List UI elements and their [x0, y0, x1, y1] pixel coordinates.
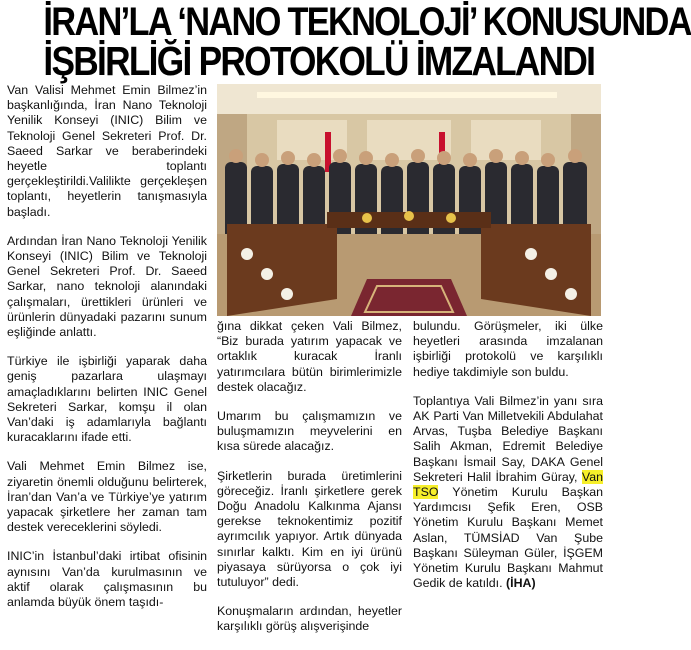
- paragraph: [413, 394, 603, 592]
- article-column-3: [413, 319, 603, 605]
- meeting-photo: [217, 84, 601, 316]
- paragraph: Ardından İran Nano Teknoloji Yenilik Konseyi (INIC) Bilim ve Teknoloji Genel Sekreteri Prof. Dr. Saeed Sarkar, nano teknoloji alanındaki çalışmaları, ürettikleri ürünleri ve ürünlerin dünyadaki pazarını sunum eşliğinde anlattı.: [7, 233, 207, 340]
- paragraph-text: Toplantıya Vali Bilmez’in yanı sıra AK Parti Van Milletvekili Abdulahat Arvas, Tuşba Belediye Başkanı Salih Akman, Edremit Belediye Başkanı İsmail Say, DAKA Genel Sekreteri Halil İbrahim Güray,: [413, 393, 603, 484]
- paragraph: Van Valisi Mehmet Emin Bilmez’in başkanlığında, İran Nano Teknoloji Yenilik Konseyi (INIC) Bilim ve Teknoloji Genel Sekreteri Prof. Dr. Saeed Sarkar ve beraberindeki heyetle toplantı gerçekleştirildi.Valilikte gerçekleşen toplantı, heyetlerin tanışmasıyla başladı.: [7, 83, 207, 219]
- paragraph: ğına dikkat çeken Vali Bilmez, “Biz burada yatırım yapacak ve ortaklık kuracak İranlı yatırımcılara bütün birimlerimizle destek olacağız.: [217, 319, 402, 394]
- paragraph: INIC’in İstanbul’daki irtibat ofisinin aynısını Van’da kurulmasının ve aktif olarak çalışmasının bu anlamda büyük önem taşıdı-: [7, 549, 207, 610]
- paragraph: Konuşmaların ardından, heyetler karşılıklı görüş alışverişinde: [217, 604, 402, 634]
- paragraph: Vali Mehmet Emin Bilmez ise, ziyaretin önemli olduğunu belirterek, İran’dan Van’a ve Türkiye’ye yatırım yapacak şirketlere her zaman tam destek vereceklerini söyledi.: [7, 459, 207, 535]
- article-column-1: [7, 83, 207, 624]
- highlighted-text: Van TSO: [413, 469, 603, 500]
- paragraph-text: Yönetim Kurulu Başkan Yardımcısı Şefik Eren, OSB Yönetim Kurulu Başkanı Memet Aslan, TÜMSİAD Van Şube Başkanı Süleyman Güler, İŞGEM Yönetim Kurulu Başkanı Mahmut Gedik de katıldı.: [413, 485, 603, 591]
- article-column-2: [217, 319, 402, 649]
- paragraph: Türkiye ile işbirliği yaparak daha geniş pazarlara ulaşmayı amaçladıklarını belirten INIC Genel Sekreteri Sarkar, komşu il olan Van’daki iş adamlarıyla bağlantı kuracaklarını ifade etti.: [7, 354, 207, 445]
- headline-line-1: İRAN’LA ‘NANO TEKNOLOJİ’ KONUSUNDA: [43, 0, 691, 44]
- paragraph: bulundu. Görüşmeler, iki ülke heyetleri arasında imzalanan işbirliği protokolü ve karşılıklı hediye takdimiyle son buldu.: [413, 319, 603, 379]
- source-credit: (İHA): [506, 576, 536, 591]
- headline-line-2: İŞBİRLİĞİ PROTOKOLÜ İMZALANDI: [43, 38, 595, 84]
- paragraph: Şirketlerin burada üretimlerini göreceğiz. İranlı şirketlere gerek Doğu Anadolu Kalkınma Ajansı gerekse teknokentimiz pozitif ayrımcılık yapıyor. Artık dünyada sınırlar kalktı. Kim en iyi ürünü piyasaya sürüyorsa o çok iyi tutuluyor” dedi.: [217, 468, 402, 590]
- paragraph: Umarım bu çalışmamızın ve buluşmamızın meyvelerini en kısa sürede alacağız.: [217, 409, 402, 454]
